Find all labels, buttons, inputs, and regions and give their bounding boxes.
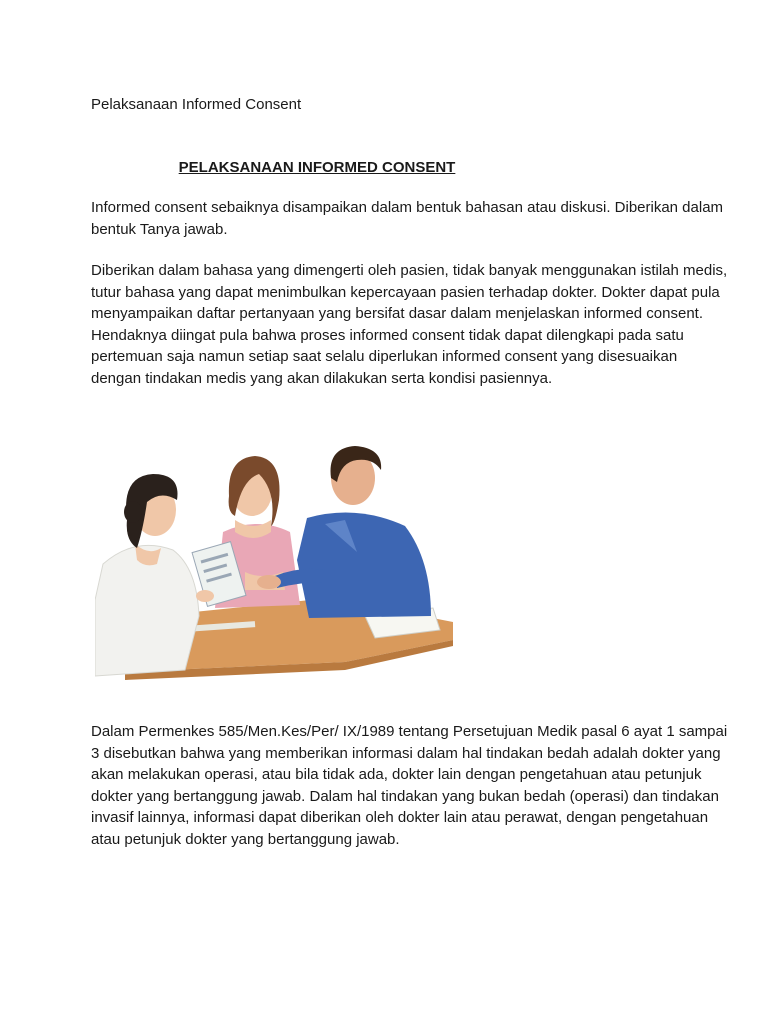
paragraph-3: Dalam Permenkes 585/Men.Kes/Per/ IX/1989 tentang Persetujuan Medik pasal 6 ayat 1 sampai 3 disebutkan bahwa yang memberikan informasi dalam hal tindakan bedah adalah dokter yang akan melakukan operasi, atau bila tidak ada, dokter lain dengan pengetahuan atau petunjuk dokter yang bertanggung jawab. Dalam hal tindakan yang bukan bedah (operasi) dan tindakan invasif lainnya, informasi dapat diberikan oleh dokter lain atau perawat, dengan pengetahuan atau petunjuk dokter yang bertanggung jawab. xyxy=(91,723,728,848)
paragraph-2: Diberikan dalam bahasa yang dimengerti oleh pasien, tidak banyak menggunakan istilah medis, tutur bahasa yang dapat menimbulkan kepercayaan pasien terhadap dokter. Dokter dapat pula menyampaikan daftar pertanyaan yang bersifat dasar dalam menjelaskan informed consent. Hendaknya diingat pula bahwa proses informed consent tidak dapat dilengkapi pada satu pertemuan saja namun setiap saat selalu diperlukan informed consent yang disesuaikan dengan tindakan medis yang akan dilakukan serta kondisi pasiennya. xyxy=(91,262,728,387)
paragraph-1: Informed consent sebaiknya disampaikan dalam bentuk bahasan atau diskusi. Diberikan dalam bentuk Tanya jawab. xyxy=(91,199,724,238)
page-header-title: Pelaksanaan Informed Consent xyxy=(91,96,302,113)
consultation-illustration xyxy=(95,440,455,700)
document-heading: PELAKSANAAN INFORMED CONSENT xyxy=(178,159,456,176)
